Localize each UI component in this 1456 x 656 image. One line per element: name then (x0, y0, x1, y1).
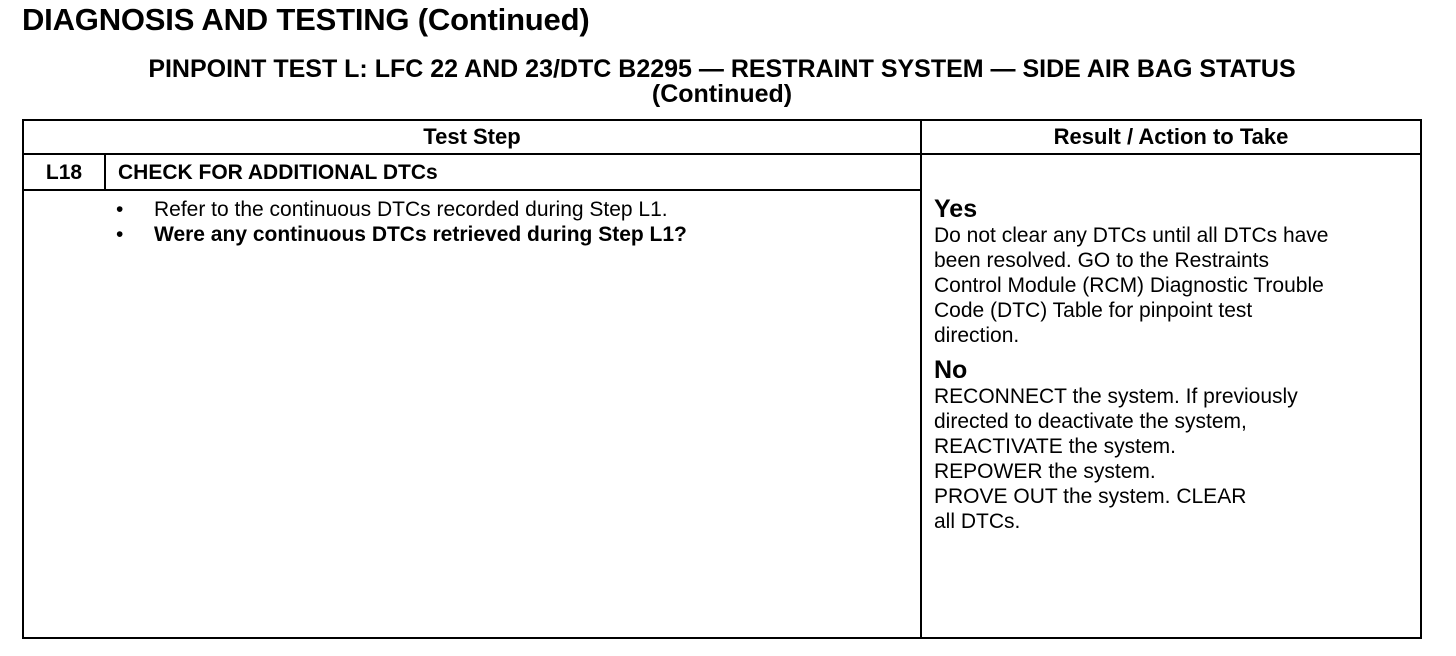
result-no-line: RECONNECT the system. If previously (934, 385, 1298, 408)
page-title: DIAGNOSIS AND TESTING (Continued) (22, 2, 590, 37)
step-id: L18 (45, 161, 83, 184)
result-no-line: directed to deactivate the system, (934, 410, 1247, 433)
bullet-question: Were any continuous DTCs retrieved during Step L1? (154, 223, 687, 246)
step-id-divider (104, 153, 106, 191)
result-yes-line: Do not clear any DTCs until all DTCs have (934, 224, 1329, 247)
result-no-line: PROVE OUT the system. CLEAR (934, 485, 1247, 508)
header-rule (22, 153, 1422, 155)
bullet-icon: • (116, 198, 124, 221)
header-test-step: Test Step (423, 124, 521, 149)
step-row-rule (22, 189, 922, 191)
result-no-line: REPOWER the system. (934, 460, 1156, 483)
bullet-icon: • (116, 223, 124, 246)
step-title: CHECK FOR ADDITIONAL DTCs (118, 161, 438, 184)
result-yes-line: Code (DTC) Table for pinpoint test (934, 299, 1253, 322)
bullet-text: Refer to the continuous DTCs recorded during Step L1. (154, 198, 668, 221)
result-no-line: all DTCs. (934, 510, 1021, 533)
list-item (112, 197, 687, 222)
result-yes-line: Control Module (RCM) Diagnostic Trouble (934, 274, 1324, 297)
result-yes (934, 195, 1420, 348)
result-no (934, 356, 1420, 534)
result-no-line: REACTIVATE the system. (934, 435, 1176, 458)
pinpoint-test-title-continued: (Continued) (651, 80, 793, 108)
result-yes-line: been resolved. GO to the Restraints (934, 249, 1270, 272)
step-bullet-list (112, 197, 687, 247)
header-result-action: Result / Action to Take (1053, 124, 1289, 149)
result-yes-line: direction. (934, 324, 1020, 347)
pinpoint-test-title: PINPOINT TEST L: LFC 22 AND 23/DTC B2295 — RESTRAINT SYSTEM — SIDE AIR BAG STATUS (148, 55, 1296, 83)
result-no-label: No (934, 356, 968, 384)
column-divider (920, 119, 922, 639)
list-item (112, 222, 687, 247)
result-yes-label: Yes (934, 195, 978, 223)
